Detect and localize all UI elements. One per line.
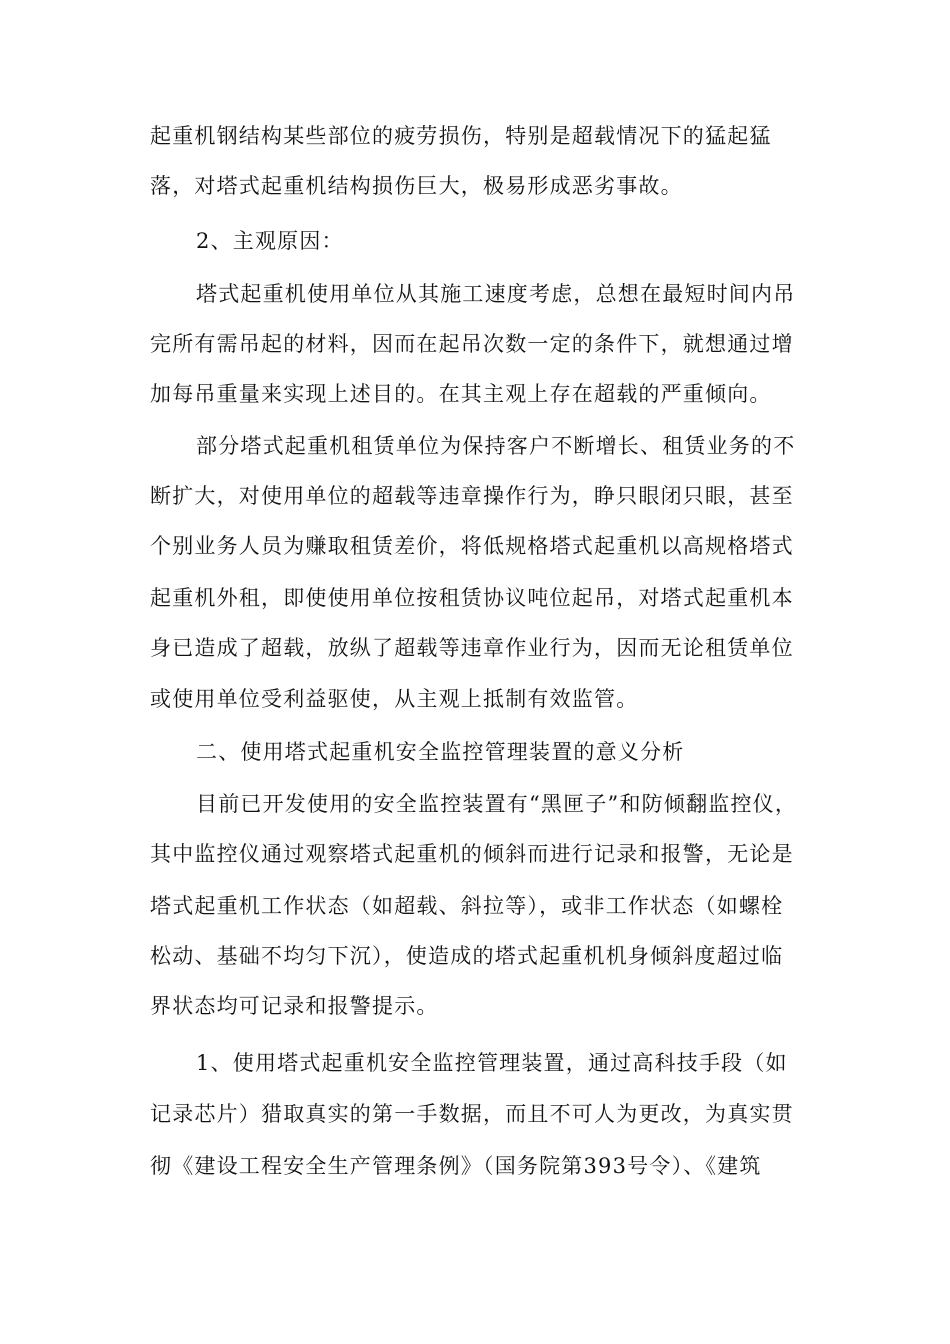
- text-line: 或使用单位受利益驱使，从主观上抵制有效监管。: [150, 687, 639, 711]
- text-line: 起重机外租，即使使用单位按租赁协议吨位起吊，对塔式起重机本: [150, 586, 794, 610]
- text-line: 部分塔式起重机租赁单位为保持客户不断增长、租赁业务的不: [196, 434, 796, 458]
- text-line: 身已造成了超载，放纵了超载等违章作业行为，因而无论租赁单位: [150, 636, 794, 660]
- text-line: 塔式起重机工作状态（如超载、斜拉等），或非工作状态（如螺栓: [150, 894, 784, 918]
- text-line: 其中监控仪通过观察塔式起重机的倾斜而进行记录和报警，无论是: [150, 842, 794, 866]
- text-line: 记录芯片）猎取真实的第一手数据，而且不可人为更改，为真实贯: [150, 1102, 794, 1126]
- text-line: 彻《建设工程安全生产管理条例》（国务院第393号令）、《建筑: [150, 1154, 762, 1178]
- text-line: 起重机钢结构某些部位的疲劳损伤，特别是超载情况下的猛起猛: [150, 124, 772, 148]
- text-line: 界状态均可记录和报警提示。: [150, 994, 439, 1018]
- text-line: 目前已开发使用的安全监控装置有“黑匣子”和防倾翻监控仪，: [196, 792, 798, 816]
- text-line: 完所有需吊起的材料，因而在起吊次数一定的条件下，就想通过增: [150, 332, 794, 356]
- text-line: 塔式起重机使用单位从其施工速度考虑，总想在最短时间内吊: [196, 282, 796, 306]
- text-line: 加每吊重量来实现上述目的。在其主观上存在超载的严重倾向。: [150, 382, 772, 406]
- text-line: 落，对塔式起重机结构损伤巨大，极易形成恶劣事故。: [150, 174, 683, 198]
- text-line: 松动、基础不均匀下沉），使造成的塔式起重机机身倾斜度超过临: [150, 944, 784, 968]
- section-heading: 2、主观原因：: [196, 229, 344, 253]
- text-line: 1、使用塔式起重机安全监控管理装置，通过高科技手段（如: [196, 1051, 788, 1075]
- text-line: 断扩大，对使用单位的超载等违章操作行为，睁只眼闭只眼，甚至: [150, 484, 794, 508]
- section-heading: 二、使用塔式起重机安全监控管理装置的意义分析: [196, 740, 685, 764]
- text-line: 个别业务人员为赚取租赁差价，将低规格塔式起重机以高规格塔式: [150, 534, 794, 558]
